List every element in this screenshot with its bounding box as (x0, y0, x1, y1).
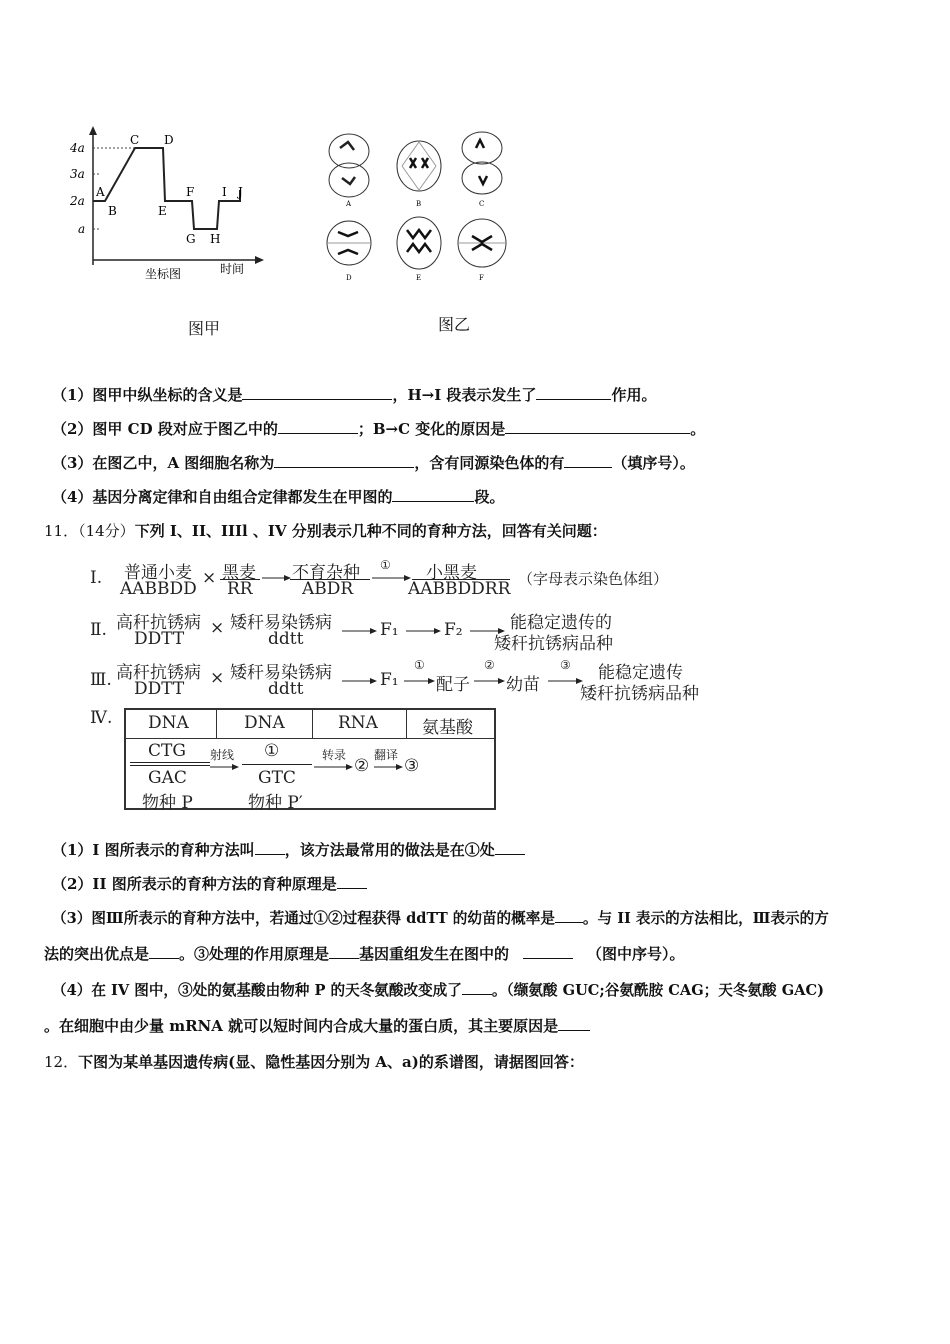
figure-jia-caption: 图甲 (188, 319, 221, 338)
x-axis-label: 时间 (220, 262, 245, 276)
breeding-diagram: Ⅰ. 普通小麦 AABBDD × 黑麦 RR 不育杂种 ABDR ① 小黑麦 AABBDDRR （字母表示染色体组） Ⅱ. 高秆抗锈病 DDTT × 矮秆易染锈病 ddtt F₁ F₂ 能稳定遗传的 矮秆抗锈病品种 Ⅲ. 高秆抗锈病 DDTT × 矮秆易染锈病 ddtt F₁ ① 配子 ② 幼苗 ③ 能稳定遗传 矮秆抗锈病品种 Ⅳ. DNA DNA RNA 氨基酸 CTG GAC 物种 P 射线 ① GTC 物种 P′ 转录 ② 翻译 ③ (90, 558, 699, 813)
answer-blank[interactable] (536, 385, 611, 400)
svg-text:B: B (416, 200, 422, 208)
q11-part3: （3）图Ⅲ所表示的育种方法中，若通过①②过程获得 ddTT 的幼苗的概率是 。与 II 表示的方法相比，Ⅲ表示的方 (52, 910, 829, 927)
answer-blank[interactable] (278, 419, 358, 434)
point-D: D (164, 133, 174, 147)
svg-text:C: C (479, 200, 485, 208)
figure-jia-graph (60, 120, 280, 300)
y-tick-2a: 2a (70, 194, 85, 208)
answer-blank[interactable] (149, 944, 179, 959)
answer-blank[interactable] (242, 385, 392, 400)
answer-blank[interactable] (274, 453, 414, 468)
q11-part1: （1）I 图所表示的育种方法叫 ，该方法最常用的做法是在①处 (52, 840, 525, 860)
figure-jia (60, 120, 280, 340)
answer-blank[interactable] (505, 419, 690, 434)
point-H: H (210, 232, 221, 246)
answer-blank[interactable] (255, 840, 285, 855)
y-tick-a: a (78, 222, 86, 236)
answer-blank[interactable] (495, 840, 525, 855)
answer-blank[interactable] (564, 453, 612, 468)
row-III-label: Ⅲ. (90, 670, 112, 690)
row-IV-label: Ⅳ. (90, 708, 113, 728)
svg-text:D: D (346, 274, 352, 282)
x-label: 坐标图 (145, 267, 182, 281)
answer-blank[interactable] (558, 1016, 590, 1031)
row-I-label: Ⅰ. (90, 568, 103, 588)
q11-part3-cont: 法的突出优点是 。③处理的作用原理是 基因重组发生在图中的 （图中序号）。 (44, 945, 685, 963)
q11-part4: （4）在 IV 图中，③处的氨基酸由物种 P 的天冬氨酸改变成了 。（缬氨酸 GUC;谷氨酰胺 CAG；天冬氨酸 GAC) (52, 982, 825, 999)
point-E: E (158, 204, 167, 218)
svg-text:E: E (416, 274, 422, 282)
point-C: C (130, 133, 140, 147)
y-axis-arrow (89, 126, 97, 135)
q10-part1: （1）图甲中纵坐标的含义是 ，H→I 段表示发生了 作用。 (52, 386, 657, 404)
q11-part4-cont: 。在细胞中由少量 mRNA 就可以短时间内合成大量的蛋白质，其主要原因是 (44, 1016, 590, 1036)
answer-blank[interactable] (392, 487, 474, 502)
question-number: 12． (44, 1053, 79, 1071)
q11-stem: 11．（14分）下列 I、II、IIIl 、IV 分别表示几种不同的育种方法，回答有关问题： (44, 522, 607, 540)
row-II-label: Ⅱ. (90, 620, 107, 640)
svg-text:A: A (346, 200, 352, 208)
q12-stem: 12．下图为某单基因遗传病(显、隐性基因分别为 A、a)的系谱图，请据图回答： (44, 1053, 584, 1071)
cell-B (397, 141, 441, 208)
cell-E (397, 217, 441, 282)
figure-yi-caption: 图乙 (438, 315, 471, 334)
point-A: A (96, 185, 105, 199)
point-G: G (186, 232, 196, 246)
cell-D (327, 221, 371, 282)
q10-part2: （2）图甲 CD 段对应于图乙中的 ；B→C 变化的原因是 。 (52, 420, 706, 438)
y-tick-4a: 4a (70, 141, 85, 155)
cell-A (329, 134, 369, 208)
q10-part4: （4）基因分离定律和自由组合定律都发生在甲图的 段。 (52, 488, 505, 506)
cell-F (458, 219, 506, 282)
table-IV: DNA DNA RNA 氨基酸 CTG GAC 物种 P 射线 ① GTC 物种 P′ 转录 ② 翻译 ③ (124, 708, 496, 810)
svg-text:F: F (479, 274, 484, 282)
answer-blank[interactable] (329, 944, 359, 959)
q11-part2: （2）II 图所表示的育种方法的育种原理是 (52, 874, 367, 894)
answer-blank[interactable] (462, 980, 492, 995)
point-I: I (222, 185, 227, 199)
question-number: 11．（14分） (44, 522, 135, 540)
figure-yi-cells (322, 128, 532, 288)
x-axis-arrow (255, 256, 264, 264)
q10-part3: （3）在图乙中，A 图细胞名称为 ，含有同源染色体的有 （填序号）。 (52, 454, 695, 472)
y-tick-3a: 3a (70, 167, 85, 181)
cell-C (462, 132, 502, 208)
answer-blank[interactable] (337, 874, 367, 889)
point-J: J (238, 185, 243, 199)
answer-blank[interactable] (555, 908, 583, 923)
figure-yi (322, 128, 532, 288)
point-B: B (108, 204, 117, 218)
answer-blank[interactable] (523, 944, 573, 959)
point-F: F (186, 185, 195, 199)
